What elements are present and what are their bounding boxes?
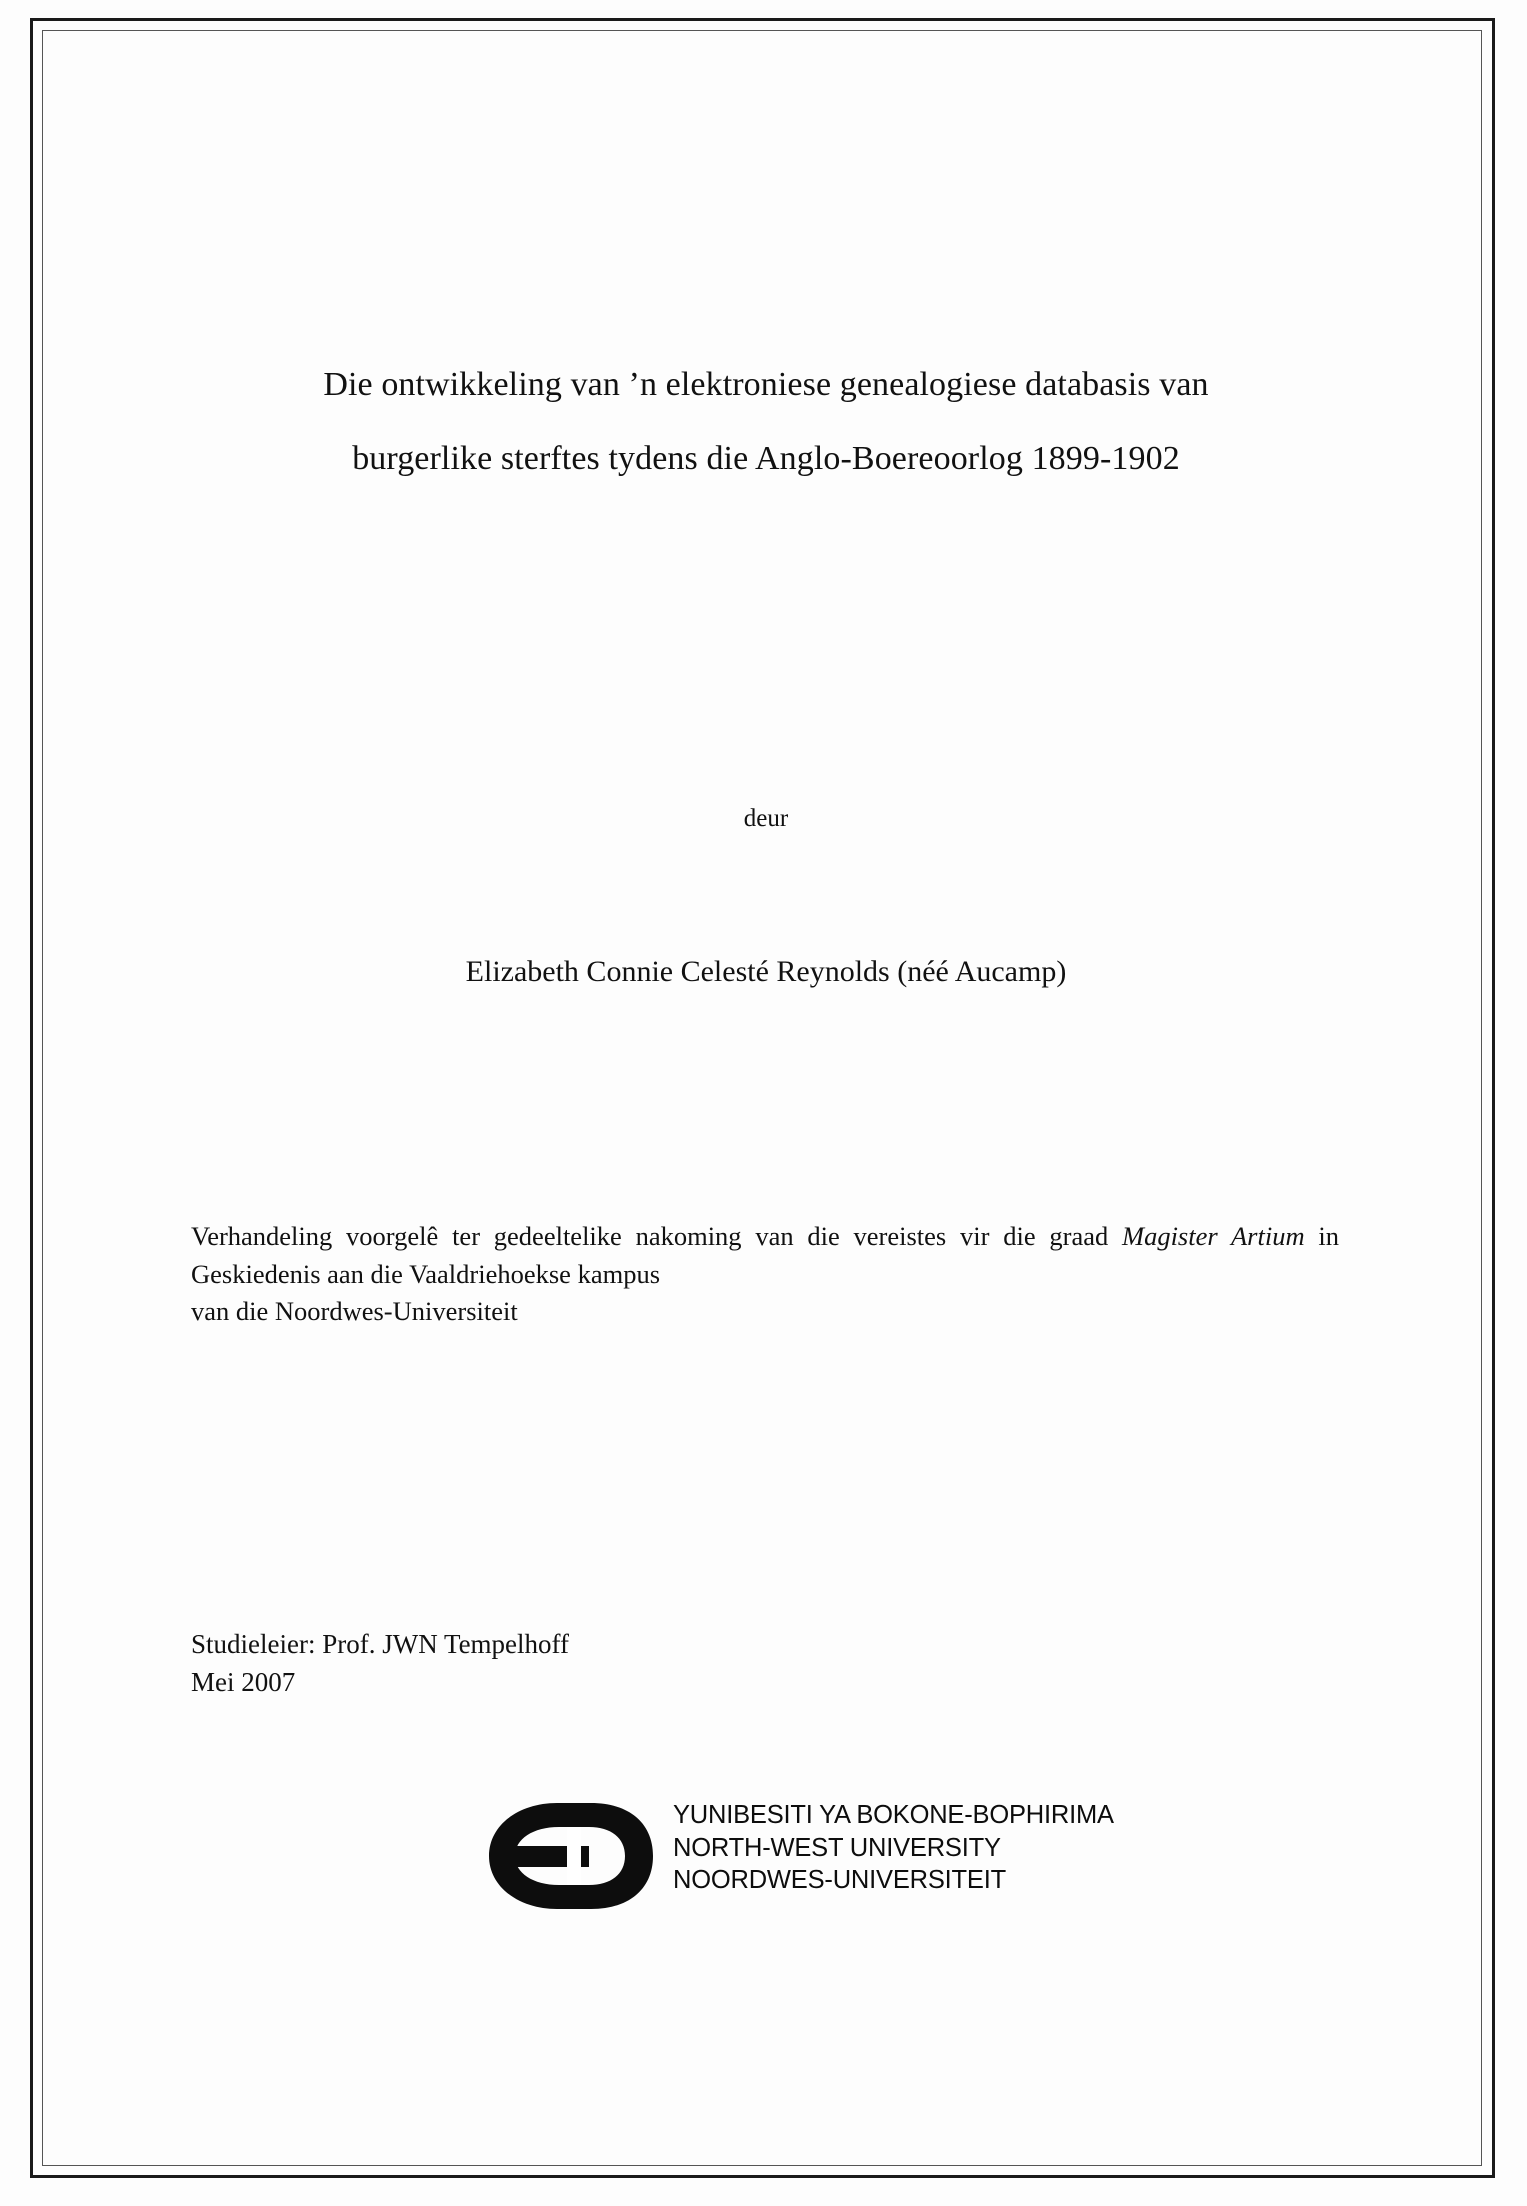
- logo-line-3: NOORDWES-UNIVERSITEIT: [673, 1866, 1006, 1895]
- date-line: Mei 2007: [191, 1667, 296, 1698]
- logo-line-1: YUNIBESITI YA BOKONE-BOPHIRIMA: [673, 1801, 1114, 1829]
- page-title: [186, 368, 1346, 476]
- title-line-2: burgerlike sterftes tydens die Anglo-Boereoorlog 1899-1902: [352, 440, 1180, 477]
- statement-emphasis: Magister Artium: [1122, 1221, 1305, 1251]
- logo-line-2: NORTH-WEST UNIVERSITY: [673, 1833, 1001, 1862]
- author-name: Elizabeth Connie Celesté Reynolds (néé Aucamp): [465, 955, 1067, 988]
- statement-part-2: in Geskiedenis aan die Vaaldriehoekse kampus: [191, 1221, 1339, 1289]
- statement-line-3: van die Noordwes-Universiteit: [191, 1296, 518, 1327]
- title-page-content: [186, 0, 1346, 2206]
- supervisor-block: [191, 1625, 1091, 1702]
- university-logo-text: [673, 1799, 1114, 1897]
- title-line-1: Die ontwikkeling van ’n elektroniese genealogiese databasis van: [323, 366, 1209, 403]
- supervisor-line: Studieleier: Prof. JWN Tempelhoff: [191, 1629, 570, 1659]
- university-logo: [471, 1795, 1231, 1925]
- degree-statement: [191, 1218, 1339, 1331]
- statement-part-1: Verhandeling voorgelê ter gedeeltelike nakoming van die vereistes vir die graad: [191, 1221, 1122, 1251]
- by-label: deur: [743, 805, 789, 832]
- north-west-university-logo-icon: [471, 1797, 671, 1915]
